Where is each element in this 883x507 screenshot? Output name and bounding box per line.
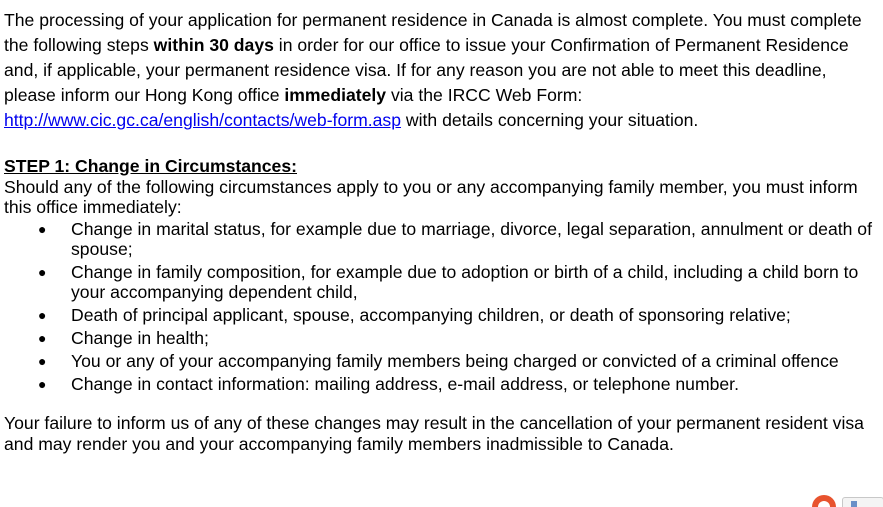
list-item — [4, 328, 880, 348]
document-page — [4, 8, 880, 455]
list-item — [4, 351, 880, 371]
deadline-emphasis: within 30 days — [153, 35, 274, 55]
intro-text-2: in order for our office to issue your Confirmation of Permanent Residence and, if applicable, your permanent residence visa. If for any reason you are not able to meet this deadline, please inform our Hong Kong office — [4, 35, 849, 105]
closing-paragraph: Your failure to inform us of any of these changes may result in the cancellation of your permanent resident visa and may render you and your accompanying family members inadmissible to Canada. — [4, 413, 864, 454]
bullet-icon: ● — [38, 330, 47, 346]
bullet-icon: ● — [38, 376, 47, 392]
corner-overlay-widget[interactable] — [812, 495, 883, 507]
intro-text-3: via the IRCC Web Form: — [386, 85, 583, 105]
list-item-text: Death of principal applicant, spouse, accompanying children, or death of sponsoring relative; — [71, 305, 791, 325]
list-item-text: Change in contact information: mailing address, e-mail address, or telephone number. — [71, 374, 739, 394]
app-logo-icon — [812, 495, 836, 507]
step-1-lead: Should any of the following circumstances apply to you or any accompanying family member, you must inform this office immediately: — [4, 177, 858, 217]
intro-text-4: with details concerning your situation. — [401, 110, 699, 130]
list-item-text: You or any of your accompanying family members being charged or convicted of a criminal offence — [71, 351, 839, 371]
bullet-icon: ● — [38, 307, 47, 323]
list-item-text: Change in health; — [71, 328, 209, 348]
web-form-link[interactable]: http://www.cic.gc.ca/english/contacts/web-form.asp — [4, 110, 402, 130]
intro-paragraph — [4, 8, 880, 133]
bullet-icon: ● — [38, 264, 47, 280]
list-item — [4, 305, 880, 325]
circumstances-list — [4, 219, 880, 394]
bullet-icon: ● — [38, 353, 47, 369]
list-item — [4, 262, 880, 302]
list-item — [4, 374, 880, 394]
list-item-text: Change in marital status, for example due to marriage, divorce, legal separation, annulment or death of spouse; — [71, 219, 872, 259]
list-item — [4, 219, 880, 259]
toolbar-button[interactable] — [842, 497, 883, 507]
intro-text-1: The processing of your application for permanent residence in Canada is almost complete. You must complete the following steps — [4, 10, 862, 55]
bullet-icon: ● — [38, 221, 47, 237]
list-item-text: Change in family composition, for example due to adoption or birth of a child, including a child born to your accompanying dependent child, — [71, 262, 859, 302]
immediately-emphasis: immediately — [284, 85, 387, 105]
step-1-heading: STEP 1: Change in Circumstances: — [4, 156, 297, 176]
